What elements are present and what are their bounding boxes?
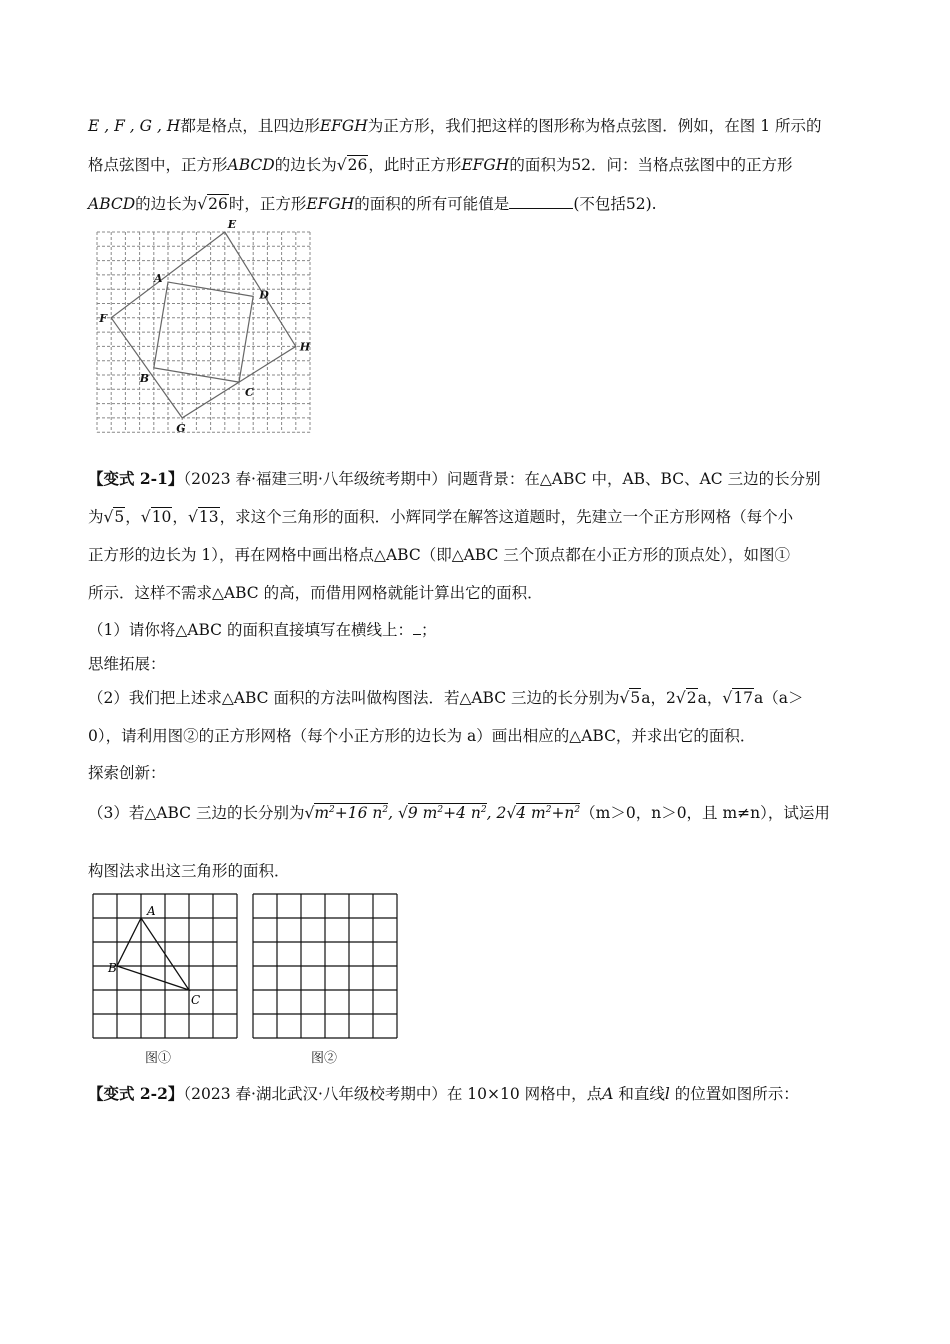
question-1: （1）请你将△ABC 的面积直接填写在横线上： ； xyxy=(88,621,437,639)
variant-tag: 【变式 2-1】 xyxy=(88,469,184,488)
label-c: C xyxy=(245,386,254,400)
problem1-line2: 格点弦图中，正方形ABCD的边长为√26，此时正方形EFGH的面积为52．问：当格点弦图中的正方形 xyxy=(88,156,793,174)
label-e: E xyxy=(227,218,237,231)
sqrt-5: √5 xyxy=(103,508,125,526)
formula-sides: $√m^2+16$ $n^2$, √9 $m^2+4$ $n^2$, 2√4 $m^2+n^2$ xyxy=(304,804,581,823)
label-a: A xyxy=(154,272,163,286)
label-f: F xyxy=(99,311,108,325)
label-a: A xyxy=(147,904,156,918)
question-3-line2: 构图法求出这三角形的面积． xyxy=(88,862,290,880)
problem1-line1: E , F , G , H都是格点，且四边形EFGH为正方形，我们把这样的图形称为格点弦图．例如，在图 1 所示的 xyxy=(88,117,822,135)
problem2-line2: 为√5，√10，√13，求这个三角形的面积．小辉同学在解答这道题时，先建立一个正方形网格（每个小 xyxy=(88,508,794,526)
sqrt-26: √26 xyxy=(197,195,228,213)
explore-heading: 探索创新： xyxy=(88,764,166,782)
figure-grid-chord xyxy=(95,218,313,438)
label-b: B xyxy=(108,961,117,975)
question-2: （2）我们把上述求△ABC 面积的方法叫做构图法．若△ABC 三边的长分别为√5a，2√2a，√17a（a＞ xyxy=(88,689,804,707)
label-g: G xyxy=(176,421,186,435)
grid-lines xyxy=(253,894,397,1038)
figure-caption-2: 图② xyxy=(311,1051,338,1066)
label-h: H xyxy=(299,340,311,354)
label-b: B xyxy=(139,371,150,385)
sqrt-26: √26 xyxy=(336,156,368,174)
problem2-line4: 所示．这样不需求△ABC 的高，而借用网格就能计算出它的面积． xyxy=(88,584,543,602)
answer-blank xyxy=(413,622,421,635)
triangle-abc xyxy=(117,918,189,990)
problem1-line3: ABCD的边长为√26时，正方形EFGH的面积的所有可能值是 (不包括52). xyxy=(88,195,657,213)
squares xyxy=(111,232,296,418)
sqrt-10: √10 xyxy=(140,508,172,526)
figure-caption-1: 图① xyxy=(145,1051,172,1066)
label-c: C xyxy=(191,993,201,1007)
extension-heading: 思维拓展： xyxy=(88,655,166,673)
sqrt-13: √13 xyxy=(187,508,219,526)
figure-1-grid xyxy=(92,893,240,1039)
problem3-line: 【变式 2-2】（2023 春·湖北武汉·八年级校考期中）在 10×10 网格中，点A 和直线l 的位置如图所示： xyxy=(88,1084,799,1103)
problem2-line3: 正方形的边长为 1），再在网格中画出格点△ABC（即△ABC 三个顶点都在小正方形的顶点处），如图① xyxy=(88,546,791,564)
vertex-labels xyxy=(98,218,311,435)
problem2-line1: 【变式 2-1】（2023 春·福建三明·八年级统考期中）问题背景：在△ABC 中，AB、BC、AC 三边的长分别 xyxy=(88,469,821,488)
variant-tag: 【变式 2-2】 xyxy=(88,1084,184,1103)
label-d: D xyxy=(259,288,269,302)
question-3: （3）若△ABC 三边的长分别为$√m^2+16$ $n^2$, √9 $m^2+4$ $n^2$, 2√4 $m^2+n^2(m>0$，n＞0，且 m≠n），试运用 xyxy=(88,804,830,823)
dashed-grid xyxy=(97,232,310,432)
points-efgh: E , F , G , H xyxy=(88,117,181,135)
figure-2-grid xyxy=(252,893,400,1039)
square-efgh xyxy=(111,232,296,418)
answer-blank xyxy=(509,194,573,209)
question-2-line2: 0），请利用图②的正方形网格（每个小正方形的边长为 a）画出相应的△ABC，并求出它的面积． xyxy=(88,727,756,745)
